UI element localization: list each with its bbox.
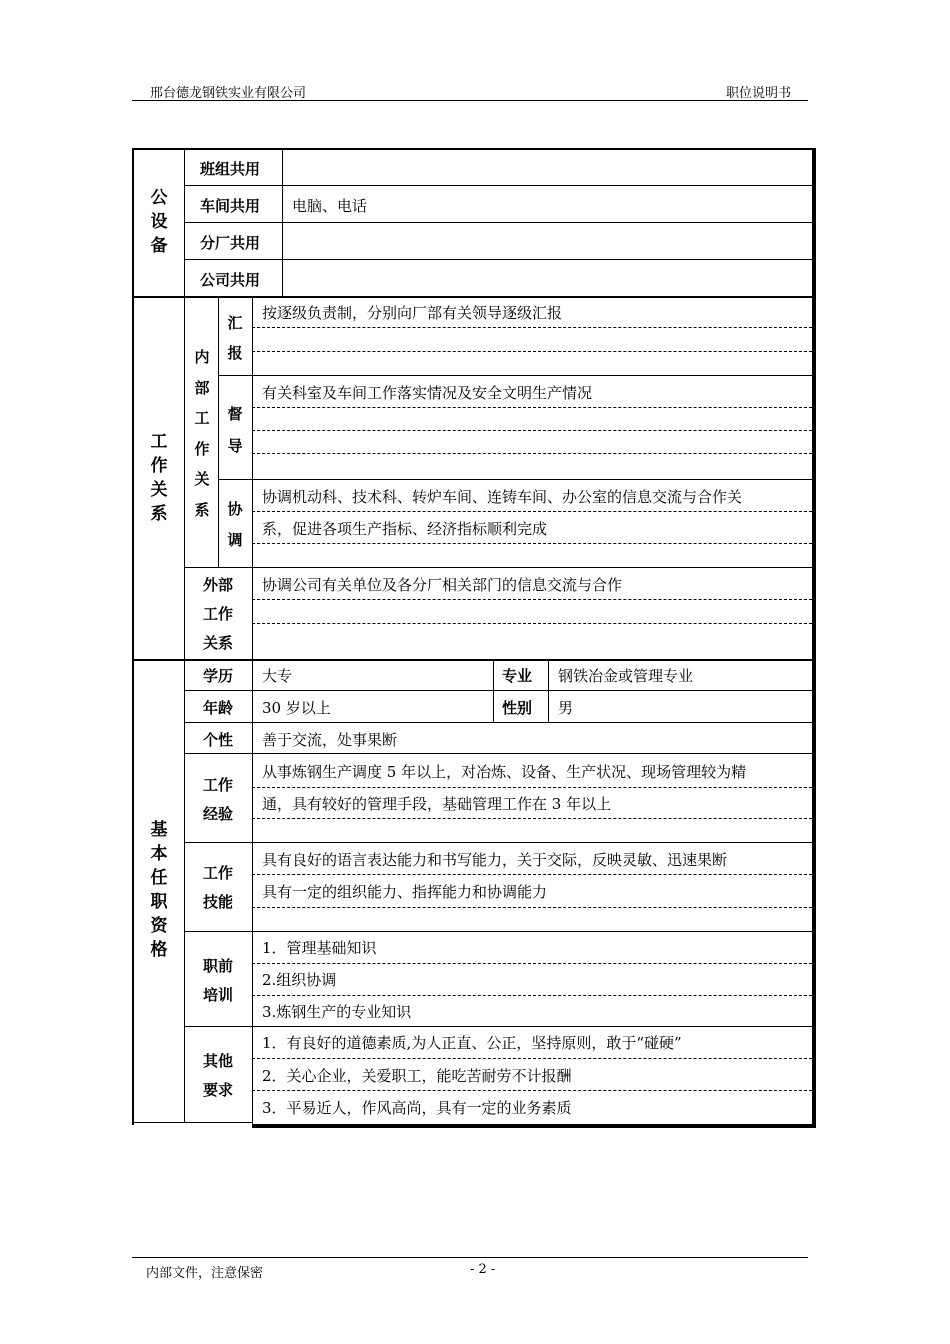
dashed-line [252, 511, 812, 512]
label-internal-relations: 内部工作关系 [194, 348, 210, 519]
table-border [132, 148, 816, 1125]
dashed-line [252, 1090, 812, 1091]
dashed-line [252, 351, 812, 352]
supervise-text: 有关科室及车间工作落实情况及安全文明生产情况 [262, 384, 593, 402]
dashed-line [252, 963, 812, 964]
row-divider [184, 690, 812, 691]
other-text-2: 2．关心企业，关爱职工，能吃苦耐劳不计报酬 [262, 1067, 572, 1085]
dashed-line [252, 995, 812, 996]
dashed-line [252, 407, 812, 408]
label-workshop-shared: 车间共用 [200, 197, 261, 215]
other-text-1: 1．有良好的道德素质,为人正直、公正，坚持原则，敢于“碰硬” [262, 1034, 682, 1052]
label-supervise: 督导 [227, 405, 243, 455]
training-text-3: 3.炼钢生产的专业知识 [262, 1003, 412, 1021]
experience-text-2: 通，具有较好的管理手段，基础管理工作在 3 年以上 [262, 795, 612, 813]
dashed-line [252, 453, 812, 454]
row-divider [218, 479, 812, 480]
label-company-shared: 公司共用 [200, 271, 261, 289]
label-experience-1: 工作 [203, 776, 234, 794]
row-divider [184, 567, 812, 568]
dashed-line [252, 1058, 812, 1059]
label-external-3: 关系 [203, 634, 234, 652]
dashed-line [252, 430, 812, 431]
section-divider [132, 296, 812, 298]
label-skills-2: 技能 [203, 893, 234, 911]
dashed-line [252, 907, 812, 908]
footer-rule [132, 1257, 808, 1258]
coordinate-text-1: 协调机动科、技术科、转炉车间、连铸车间、办公室的信息交流与合作关 [262, 488, 743, 506]
page-number: - 2 - [470, 1262, 496, 1277]
dashed-line [252, 543, 812, 544]
label-branch-shared: 分厂共用 [200, 234, 261, 252]
skills-text-2: 具有一定的组织能力、指挥能力和协调能力 [262, 883, 548, 901]
dashed-line [252, 623, 812, 624]
label-team-shared: 班组共用 [200, 160, 261, 178]
label-coordinate: 协调 [227, 500, 243, 549]
section-divider [132, 659, 812, 661]
label-report: 汇报 [227, 314, 243, 362]
row-divider [184, 753, 812, 754]
table-border-bottom-left [132, 1122, 252, 1123]
dashed-line [252, 327, 812, 328]
dashed-line [252, 874, 812, 875]
value-major: 钢铁冶金或管理专业 [558, 667, 694, 685]
training-text-2: 2.组织协调 [262, 971, 337, 989]
row-divider [184, 1026, 812, 1027]
header-rule [132, 100, 808, 101]
label-training-1: 职前 [203, 957, 234, 975]
table-border-right [812, 148, 816, 1125]
external-text: 协调公司有关单位及各分厂相关部门的信息交流与合作 [262, 576, 623, 594]
section-label-qualifications: 基本任职资格 [150, 820, 168, 960]
row-divider [218, 375, 812, 376]
confidential-notice: 内部文件，注意保密 [146, 1266, 264, 1281]
row-divider [184, 185, 812, 186]
row-divider [184, 222, 812, 223]
report-text: 按逐级负责制，分别向厂部有关领导逐级汇报 [262, 304, 563, 322]
label-experience-2: 经验 [203, 805, 234, 823]
label-other-1: 其他 [203, 1052, 234, 1070]
training-text-1: 1．管理基础知识 [262, 939, 377, 957]
value-gender: 男 [558, 699, 574, 717]
col-divider [218, 298, 219, 567]
col-divider [252, 298, 253, 1124]
label-age: 年龄 [203, 699, 234, 717]
value-age: 30 岁以上 [262, 699, 331, 717]
label-other-2: 要求 [203, 1081, 234, 1099]
dashed-line [252, 818, 812, 819]
label-skills-1: 工作 [203, 864, 234, 882]
col-divider [548, 661, 549, 723]
coordinate-text-2: 系，促进各项生产指标、经济指标顺利完成 [262, 520, 548, 538]
section-label-relations: 工作关系 [150, 432, 168, 524]
value-education: 大专 [262, 667, 293, 685]
dashed-line [252, 787, 812, 788]
label-training-2: 培训 [203, 986, 234, 1004]
label-major: 专业 [502, 667, 533, 685]
row-divider [184, 842, 812, 843]
document-type: 职位说明书 [726, 86, 792, 101]
company-name: 邢台德龙钢铁实业有限公司 [150, 86, 307, 101]
table-border-bottom [252, 1124, 816, 1128]
label-external-2: 工作 [203, 605, 234, 623]
skills-text-1: 具有良好的语言表达能力和书写能力，关于交际，反映灵敏、迅速果断 [262, 851, 728, 869]
row-divider [184, 259, 812, 260]
row-divider [184, 722, 812, 723]
label-personality: 个性 [203, 731, 234, 749]
value-workshop-shared: 电脑、电话 [292, 197, 368, 215]
value-personality: 善于交流，处事果断 [262, 731, 398, 749]
dashed-line [252, 599, 812, 600]
section-label-equipment: 公设备 [150, 188, 168, 256]
label-education: 学历 [203, 667, 234, 685]
experience-text-1: 从事炼钢生产调度 5 年以上，对冶炼、设备、生产状况、现场管理较为精 [262, 763, 747, 781]
col-divider [493, 661, 494, 723]
row-divider [184, 931, 812, 932]
label-gender: 性别 [502, 699, 533, 717]
other-text-3: 3．平易近人，作风高尚，具有一定的业务素质 [262, 1099, 572, 1117]
label-external-1: 外部 [203, 576, 234, 594]
col-divider [282, 149, 283, 297]
